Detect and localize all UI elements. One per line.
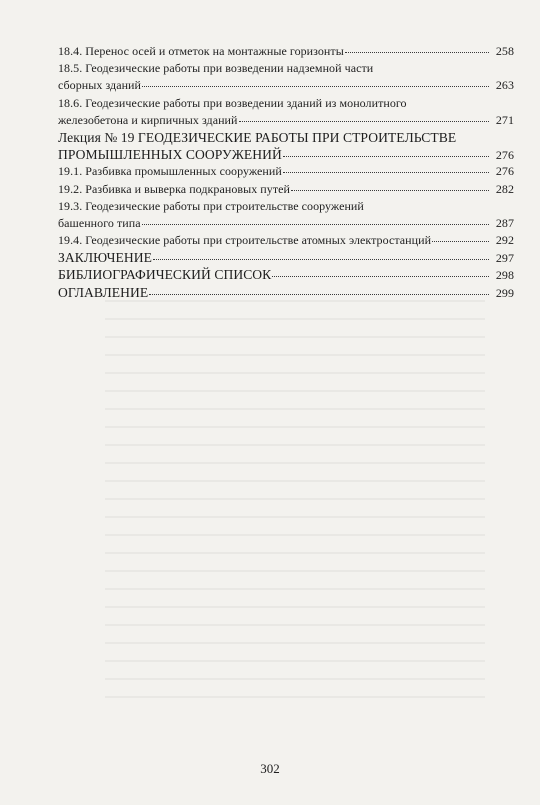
toc-entry-page: 287 (495, 215, 514, 230)
toc-entry (58, 60, 514, 94)
bleed-through-shadow (105, 300, 485, 720)
toc-entry-page: 282 (495, 181, 514, 196)
toc-entry-line (58, 266, 514, 283)
toc-entry (58, 266, 514, 283)
toc-entry-page: 258 (495, 44, 514, 58)
toc-entry-title: ОГЛАВЛЕНИЕ (58, 284, 149, 300)
toc-entry (58, 284, 514, 301)
toc-entry-line (58, 112, 514, 129)
toc-entry (58, 163, 514, 180)
dot-leader (142, 76, 489, 87)
page-number: 302 (260, 761, 280, 776)
toc-entry-title: ПРОМЫШЛЕННЫХ СООРУЖЕНИЙ (58, 147, 282, 163)
toc-entry-title: 19.3. Геодезические работы при строительстве сооружений (58, 198, 364, 213)
toc-entry-page: 276 (495, 164, 514, 179)
toc-entry-title: 18.4. Перенос осей и отметок на монтажные горизонты (58, 44, 344, 58)
dot-leader (283, 146, 489, 157)
toc-entry (58, 43, 514, 60)
toc-entry-page: 297 (495, 251, 514, 266)
toc-entry-title: 19.4. Геодезические работы при строительстве атомных электростанций (58, 233, 432, 248)
toc-entry (58, 232, 514, 249)
toc-entry-line (58, 43, 514, 60)
toc-entry-line (58, 232, 514, 249)
toc-entry (58, 198, 514, 232)
toc-entry-page: 271 (495, 112, 514, 127)
toc-entry-page: 299 (495, 285, 514, 300)
toc-entry-line (58, 198, 514, 215)
toc-entry-line (58, 60, 514, 77)
toc-entry-title: 19.1. Разбивка промышленных сооружений (58, 164, 282, 179)
toc-entry-title: 18.5. Геодезические работы при возведении надземной части (58, 61, 374, 76)
dot-leader (142, 214, 489, 225)
toc-entry (58, 181, 514, 198)
toc-entry-line (58, 146, 514, 163)
toc-entry-title: 19.2. Разбивка и выверка подкрановых путей (58, 181, 290, 196)
dot-leader (153, 249, 489, 260)
dot-leader (239, 111, 489, 122)
toc-entry-title: БИБЛИОГРАФИЧЕСКИЙ СПИСОК (58, 267, 272, 283)
toc-entry-title: башенного типа (58, 215, 141, 230)
dot-leader (283, 162, 489, 173)
dot-leader (149, 284, 489, 295)
toc-entry (58, 95, 514, 129)
toc-entry-title: 18.6. Геодезические работы при возведении зданий из монолитного (58, 95, 407, 110)
table-of-contents (58, 43, 514, 301)
toc-entry-line (58, 249, 514, 266)
toc-entry-page: 298 (495, 268, 514, 283)
toc-entry-title: ЗАКЛЮЧЕНИЕ (58, 250, 152, 266)
toc-entry-page: 263 (495, 78, 514, 93)
toc-entry (58, 129, 514, 163)
toc-entry-title: железобетона и кирпичных зданий (58, 112, 238, 127)
dot-leader (272, 266, 489, 277)
toc-entry (58, 249, 514, 266)
toc-entry-line (58, 129, 514, 146)
toc-entry-page: 292 (495, 233, 514, 248)
dot-leader (291, 180, 489, 191)
toc-entry-title: Лекция № 19 ГЕОДЕЗИЧЕСКИЕ РАБОТЫ ПРИ СТРОИТЕЛЬСТВЕ (58, 129, 457, 145)
toc-entry-line (58, 163, 514, 180)
toc-entry-line (58, 284, 514, 301)
toc-entry-title: сборных зданий (58, 78, 141, 93)
dot-leader (432, 231, 489, 242)
toc-entry-line (58, 215, 514, 232)
toc-entry-line (58, 77, 514, 94)
toc-entry-line (58, 95, 514, 112)
toc-entry-line (58, 181, 514, 198)
dot-leader (345, 42, 489, 53)
toc-entry-page: 276 (495, 148, 514, 163)
